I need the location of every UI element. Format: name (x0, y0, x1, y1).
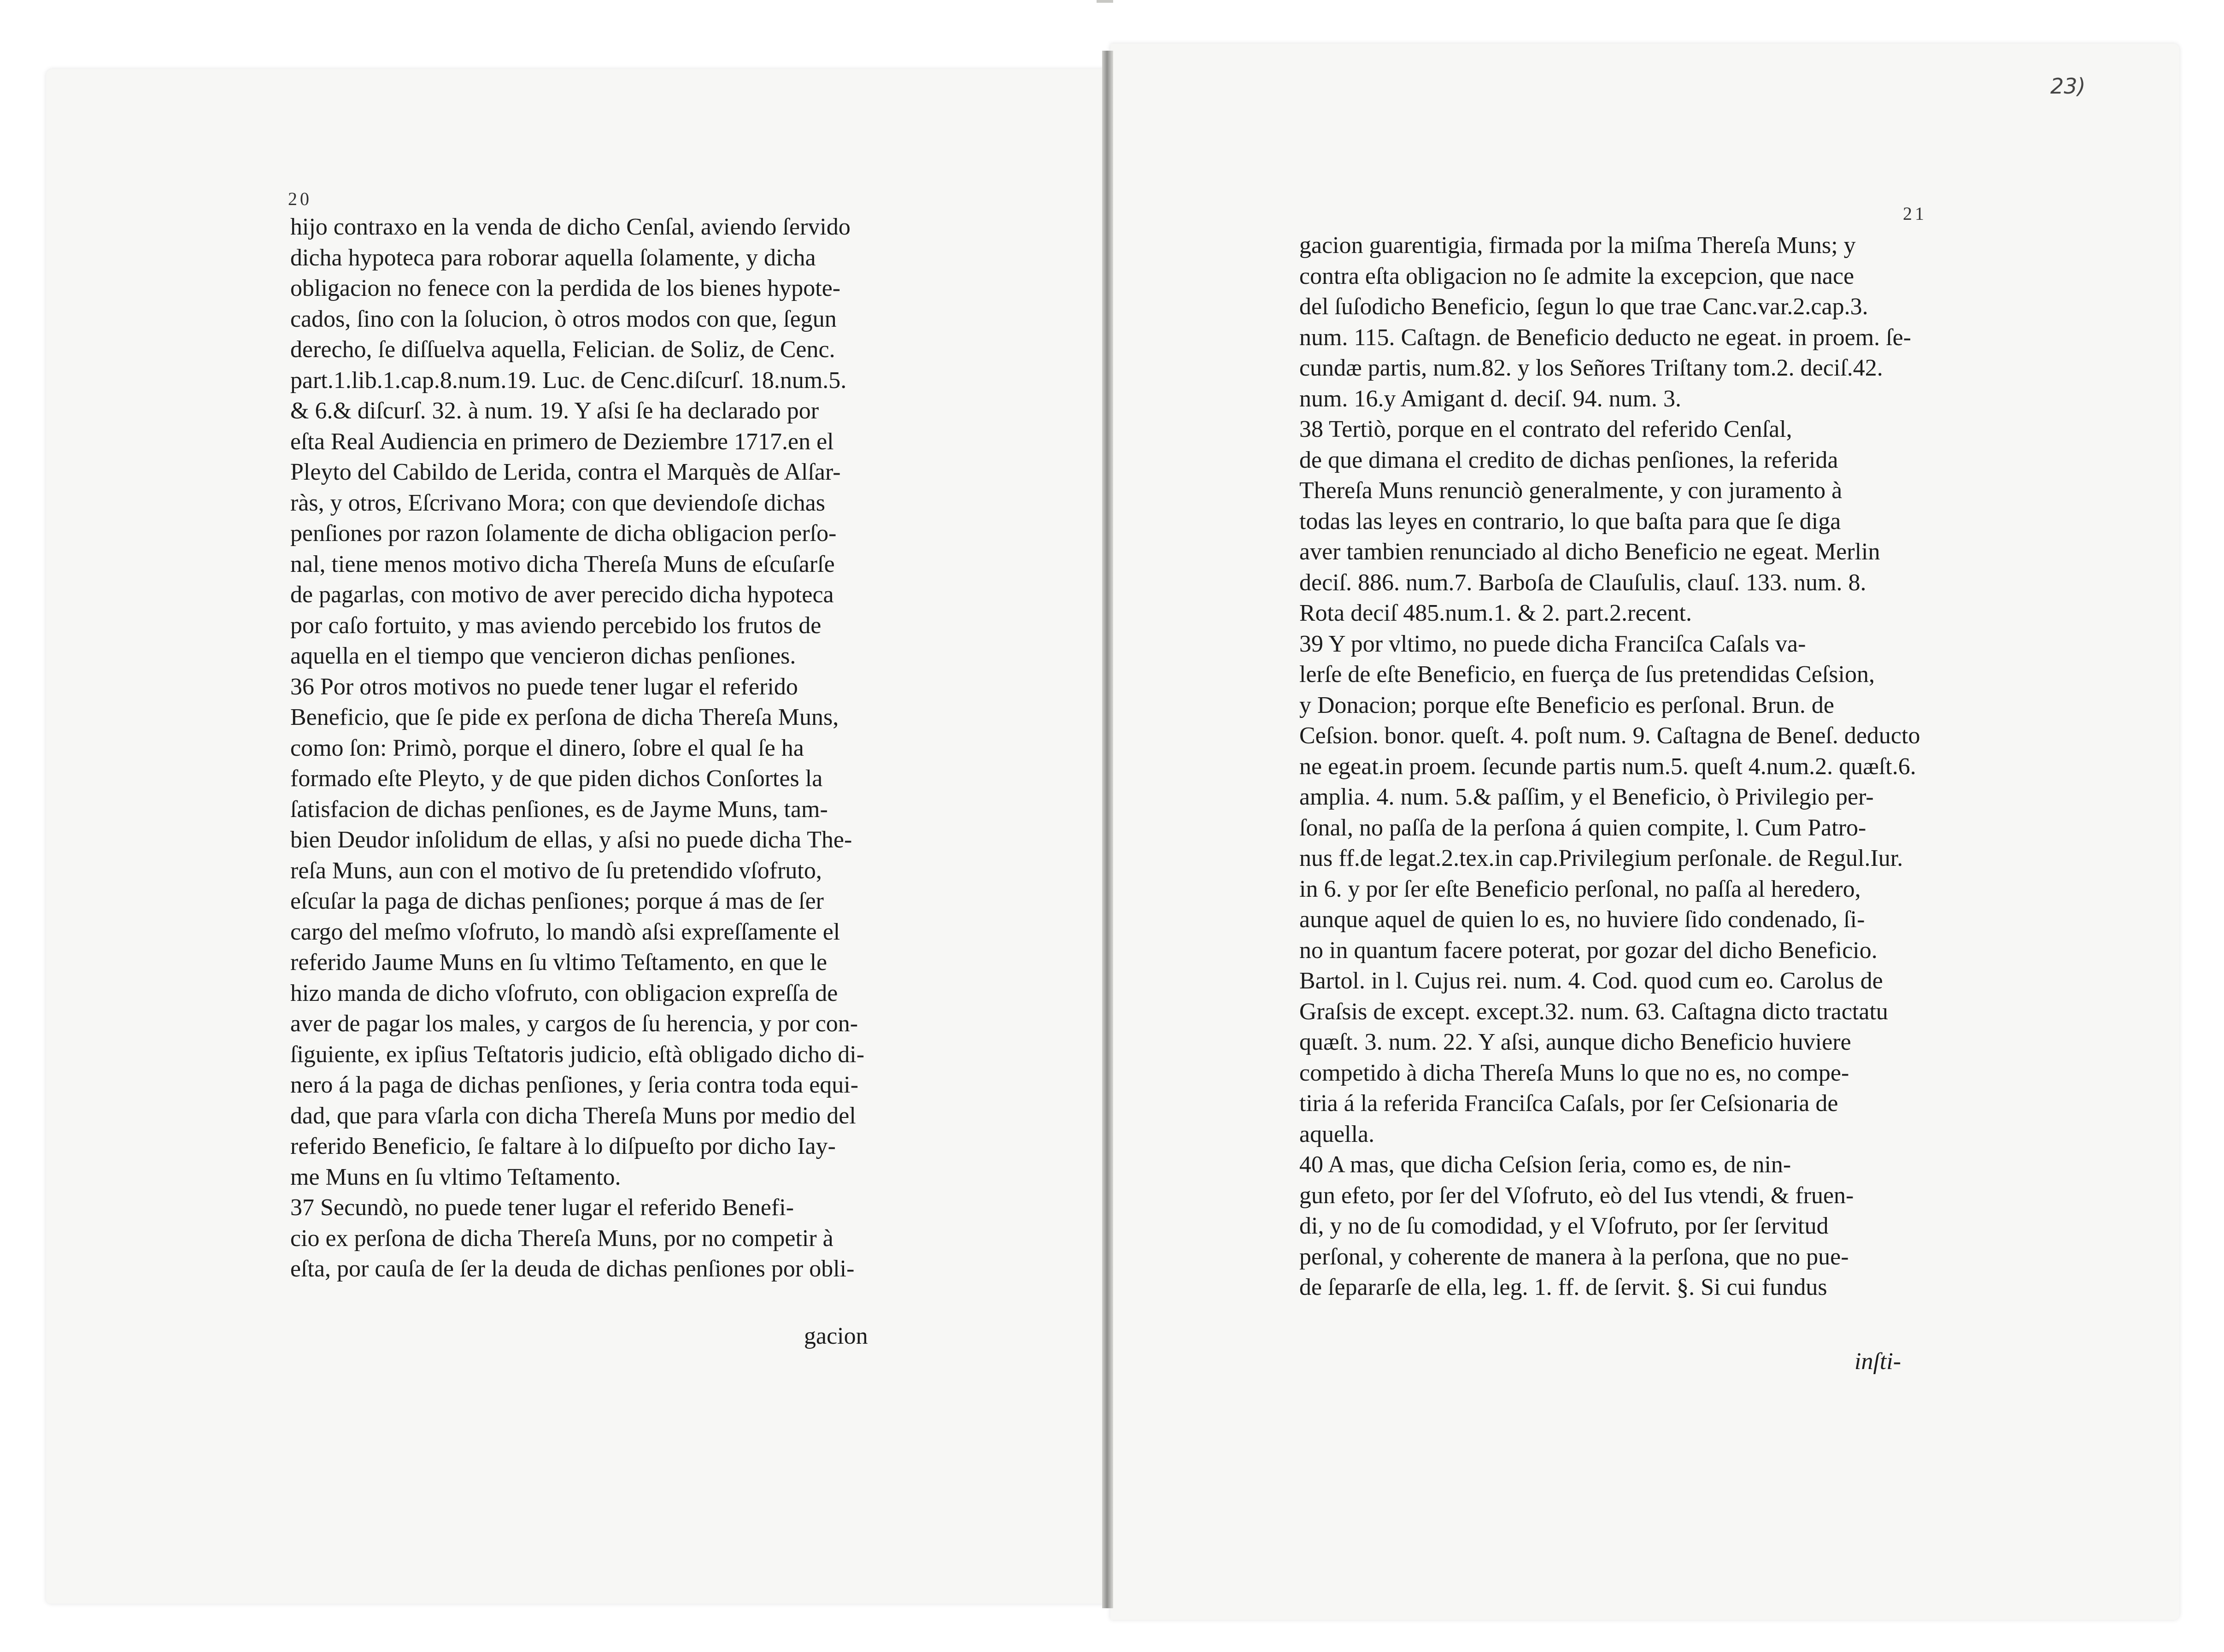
text-line: 39 Y por vltimo, no puede dicha Franciſca Caſals va- (1299, 630, 1806, 657)
text-line: di, y no de ſu comodidad, y el Vſofruto, por ſer ſervitud (1299, 1213, 1829, 1239)
text-line: eſta, por cauſa de ſer la deuda de dichas penſiones por obli- (290, 1256, 855, 1282)
text-line: deciſ. 886. num.7. Barboſa de Clauſulis, clauſ. 133. num. 8. (1299, 569, 1866, 596)
text-line: dad, que para vſarla con dicha Thereſa Muns por medio del (290, 1102, 856, 1129)
text-line: competido à dicha Thereſa Muns lo que no es, no compe- (1299, 1059, 1849, 1086)
text-line: nus ff.de legat.2.tex.in cap.Privilegium perſonale. de Regul.Iur. (1299, 845, 1903, 871)
text-line: Thereſa Muns renunciò generalmente, y con juramento à (1299, 477, 1843, 504)
text-line: eſcuſar la paga de dichas penſiones; porque á mas de ſer (290, 888, 824, 914)
text-line: bien Deudor inſolidum de ellas, y aſsi no puede dicha The- (290, 827, 852, 853)
text-line: cados, ſino con la ſolucion, ò otros modos con que, ſegun (290, 306, 837, 332)
text-line: me Muns en ſu vltimo Teſtamento. (290, 1164, 621, 1190)
text-line: aunque aquel de quien lo es, no huviere ſido condenado, ſi- (1299, 906, 1865, 933)
text-line: gun efeto, por ſer del Vſofruto, eò del Ius vtendi, & fruen- (1299, 1182, 1854, 1209)
text-line: penſiones por razon ſolamente de dicha obligacion perſo- (290, 520, 837, 547)
text-line: 36 Por otros motivos no puede tener lugar el referido (290, 673, 798, 700)
text-line: referido Beneficio, ſe faltare à lo diſpueſto por dicho Iay- (290, 1133, 836, 1159)
right-page-number: 21 (1903, 203, 1927, 224)
text-line: Beneficio, que ſe pide ex perſona de dicha Thereſa Muns, (290, 704, 839, 730)
text-line: ne egeat.in proem. ſecunde partis num.5. queſt 4.num.2. quæſt.6. (1299, 753, 1916, 780)
binding-gutter (1102, 51, 1113, 1608)
text-line: derecho, ſe diſſuelva aquella, Felician. de Soliz, de Cenc. (290, 336, 835, 363)
text-line: Graſsis de except. except.32. num. 63. Caſtagna dicto tractatu (1299, 998, 1888, 1025)
text-line: hizo manda de dicho vſofruto, con obligacion expreſſa de (290, 980, 838, 1006)
text-line: & 6.& diſcurſ. 32. à num. 19. Y aſsi ſe ha declarado por (290, 398, 819, 424)
text-line: part.1.lib.1.cap.8.num.19. Luc. de Cenc.diſcurſ. 18.num.5. (290, 367, 847, 394)
top-mark (1097, 0, 1113, 3)
text-line: 40 A mas, que dicha Ceſsion ſeria, como es, de nin- (1299, 1152, 1791, 1178)
text-line: aver tambien renunciado al dicho Beneficio ne egeat. Merlin (1299, 539, 1880, 565)
text-line: nero á la paga de dichas penſiones, y ſeria contra toda equi- (290, 1072, 859, 1098)
text-line: 37 Secundò, no puede tener lugar el referido Benefi- (290, 1194, 794, 1221)
text-line: 38 Tertiò, porque en el contrato del referido Cenſal, (1299, 416, 1792, 442)
text-line: ſonal, no paſſa de la perſona á quien compite, l. Cum Patro- (1299, 814, 1866, 841)
text-line: perſonal, y coherente de manera à la perſona, que no pue- (1299, 1243, 1849, 1270)
text-line: del ſuſodicho Beneficio, ſegun lo que trae Canc.var.2.cap.3. (1299, 294, 1868, 320)
text-line: reſa Muns, aun con el motivo de ſu pretendido vſofruto, (290, 857, 822, 884)
text-line: de pagarlas, con motivo de aver perecido dicha hypoteca (290, 582, 834, 608)
text-line: de ſepararſe de ella, leg. 1. ff. de ſervit. §. Si cui fundus (1299, 1274, 1827, 1300)
text-line: in 6. y por ſer eſte Beneficio perſonal, no paſſa al heredero, (1299, 876, 1861, 902)
text-line: num. 115. Caſtagn. de Beneficio deducto ne egeat. in proem. ſe- (1299, 324, 1911, 351)
text-line: num. 16.y Amigant d. deciſ. 94. num. 3. (1299, 385, 1682, 412)
text-line: cundæ partis, num.82. y los Señores Triſtany tom.2. deciſ.42. (1299, 355, 1883, 381)
text-line: cargo del meſmo vſofruto, lo mandò aſsi expreſſamente el (290, 918, 840, 945)
text-line: y Donacion; porque eſte Beneficio es perſonal. Brun. de (1299, 692, 1834, 718)
text-line: dicha hypoteca para roborar aquella ſolamente, y dicha (290, 244, 816, 271)
text-line: de que dimana el credito de dichas penſiones, la referida (1299, 447, 1838, 473)
text-line: todas las leyes en contrario, lo que baſta para que ſe diga (1299, 508, 1841, 535)
text-line: quæſt. 3. num. 22. Y aſsi, aunque dicho Beneficio huviere (1299, 1029, 1851, 1055)
right-page-text (1299, 230, 1942, 1303)
text-line: aquella en el tiempo que vencieron dichas penſiones. (290, 643, 796, 669)
text-line: nal, tiene menos motivo dicha Thereſa Muns de eſcuſarſe (290, 551, 835, 577)
text-line: gacion guarentigia, firmada por la miſma Thereſa Muns; y (1299, 232, 1856, 259)
left-catchword: gacion (804, 1323, 868, 1349)
text-line: ſatisfacion de dichas penſiones, es de Jayme Muns, tam- (290, 796, 828, 823)
left-page-text (290, 212, 926, 1285)
text-line: obligacion no fenece con la perdida de los bienes hypote- (290, 275, 841, 301)
text-line: lerſe de eſte Beneficio, en fuerça de ſus pretendidas Ceſsion, (1299, 661, 1875, 688)
text-line: formado eſte Pleyto, y de que piden dichos Conſortes la (290, 765, 823, 792)
text-line: tiria á la referida Franciſca Caſals, por ſer Ceſsionaria de (1299, 1090, 1838, 1117)
text-line: ràs, y otros, Eſcrivano Mora; con que deviendoſe dichas (290, 489, 825, 516)
text-line: Ceſsion. bonor. queſt. 4. poſt num. 9. Caſtagna de Beneſ. deducto (1299, 723, 1920, 749)
text-line: hijo contraxo en la venda de dicho Cenſal, aviendo ſervido (290, 214, 851, 240)
text-line: referido Jaume Muns en ſu vltimo Teſtamento, en que le (290, 949, 827, 976)
text-line: eſta Real Audiencia en primero de Deziembre 1717.en el (290, 428, 834, 455)
text-line: aquella. (1299, 1121, 1375, 1147)
text-line: por caſo fortuito, y mas aviendo percebido los frutos de (290, 612, 822, 639)
text-line: cio ex perſona de dicha Thereſa Muns, por no competir à (290, 1225, 833, 1252)
text-line: Pleyto del Cabildo de Lerida, contra el Marquès de Alſar- (290, 459, 841, 485)
text-line: no in quantum facere poterat, por gozar del dicho Beneficio. (1299, 937, 1878, 964)
text-line: aver de pagar los males, y cargos de ſu herencia, y por con- (290, 1011, 858, 1037)
text-line: amplia. 4. num. 5.& paſſim, y el Beneficio, ò Privilegio per- (1299, 784, 1874, 810)
text-line: contra eſta obligacion no ſe admite la excepcion, que nace (1299, 263, 1854, 289)
folio-mark: 23) (2050, 74, 2086, 99)
text-line: como ſon: Primò, porque el dinero, ſobre el qual ſe ha (290, 735, 804, 761)
left-page-number: 20 (288, 188, 312, 209)
text-line: Rota deciſ 485.num.1. & 2. part.2.recent. (1299, 600, 1692, 626)
text-line: Bartol. in l. Cujus rei. num. 4. Cod. quod cum eo. Carolus de (1299, 968, 1883, 994)
text-line: ſiguiente, ex ipſius Teſtatoris judicio, eſtà obligado dicho di- (290, 1041, 865, 1068)
right-catchword: inſti- (1854, 1348, 1901, 1375)
